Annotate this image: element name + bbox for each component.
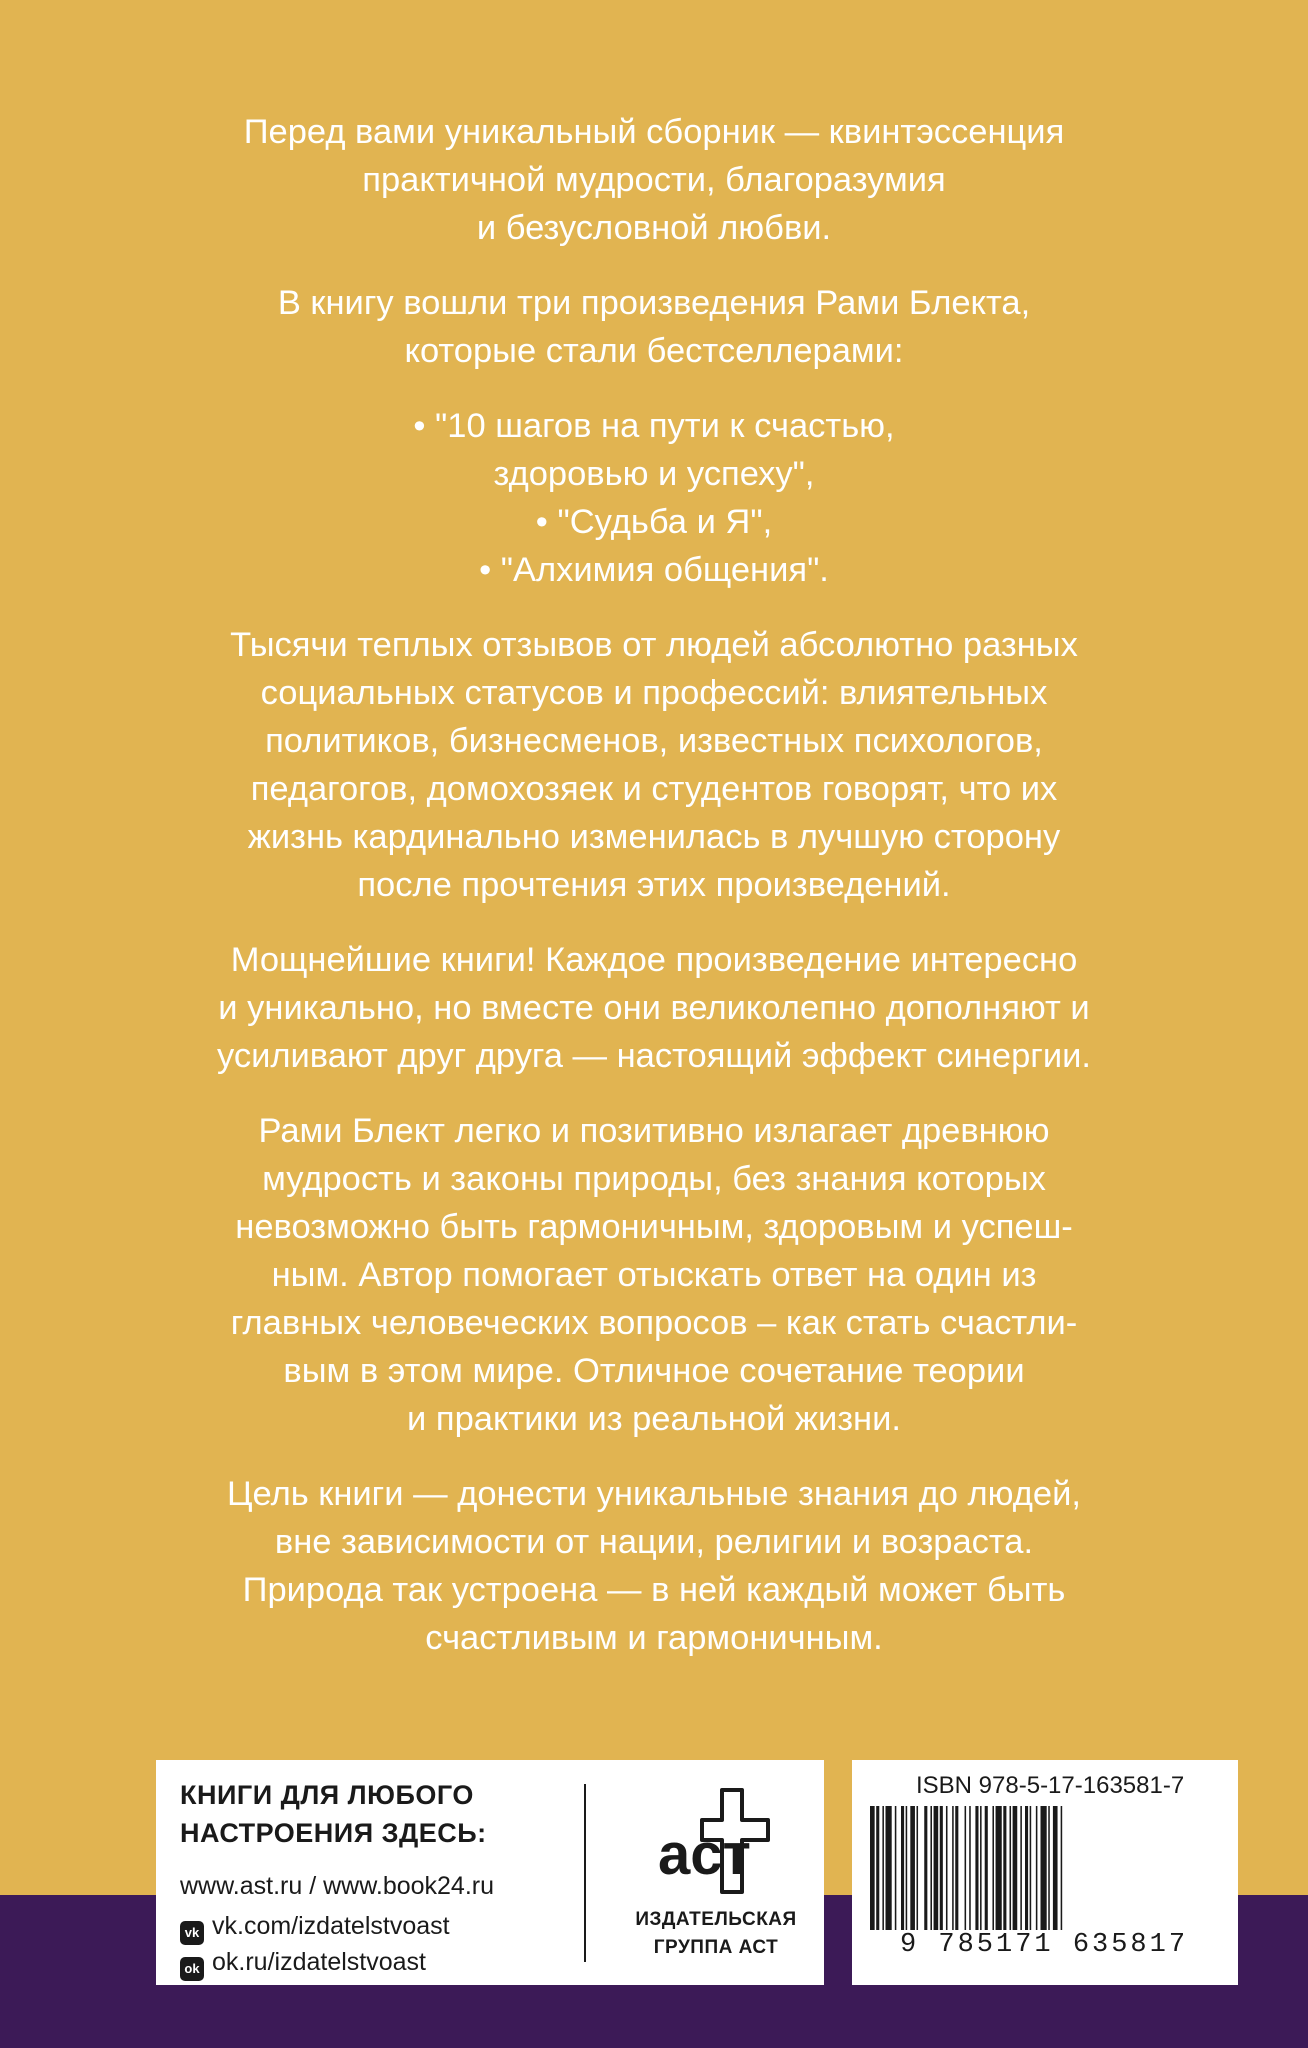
ok-icon: ok <box>180 1957 204 1981</box>
barcode-bar <box>1061 1806 1063 1930</box>
publisher-caption-line: ИЗДАТЕЛЬСКАЯ <box>635 1909 797 1930</box>
barcode-bar <box>992 1806 994 1930</box>
barcode-bar <box>955 1806 958 1930</box>
promo-title-line: КНИГИ ДЛЯ ЛЮБОГО <box>180 1780 474 1810</box>
description-line: и безусловной любви. <box>476 209 832 247</box>
description-line: Рами Блект легко и позитивно излагает древнюю <box>258 1112 1050 1150</box>
description-line: педагогов, домохозяек и студентов говорят, что их <box>250 770 1058 808</box>
barcode-bar <box>1053 1806 1058 1930</box>
publisher-caption <box>626 1906 806 1962</box>
promo-title <box>180 1776 487 1852</box>
description-paragraph <box>150 279 1158 375</box>
promo-title-line: НАСТРОЕНИЯ ЗДЕСЬ: <box>180 1818 487 1848</box>
barcode-bar <box>1048 1806 1050 1930</box>
description-line: Цель книги — донести уникальные знания до людей, <box>227 1475 1081 1513</box>
barcode-bar <box>870 1806 875 1930</box>
barcode-bar <box>1025 1806 1028 1930</box>
barcode-digits: 9 785171 635817 <box>900 1930 1189 1960</box>
barcode-bar <box>1020 1806 1022 1930</box>
barcode-bar <box>906 1806 908 1930</box>
description-line: • "Судьба и Я", <box>535 503 773 541</box>
barcode-bar <box>1003 1806 1006 1930</box>
barcode-bar <box>924 1806 927 1930</box>
description-line: Тысячи теплых отзывов от людей абсолютно разных <box>230 626 1078 664</box>
vk-icon: vk <box>180 1921 204 1945</box>
isbn-label: ISBN 978-5-17-163581-7 <box>916 1772 1185 1799</box>
websites-link[interactable]: www.ast.ru / www.book24.ru <box>180 1872 495 1900</box>
barcode-bar <box>1041 1806 1047 1930</box>
barcode-bar <box>930 1806 932 1930</box>
barcode-bar <box>895 1806 897 1930</box>
barcode-bar <box>886 1806 892 1930</box>
barcode-bar <box>996 1806 1002 1930</box>
barcode-bar <box>910 1806 915 1930</box>
barcode-bar <box>1010 1806 1012 1930</box>
barcode-bar <box>1036 1806 1038 1930</box>
barcode-bar <box>1030 1806 1032 1930</box>
barcode-bar <box>934 1806 939 1930</box>
description-line: Мощнейшие книги! Каждое произведение интересно <box>230 941 1078 979</box>
description-line: жизнь кардинально изменилась в лучшую сторону <box>247 818 1061 856</box>
description-line: В книгу вошли три произведения Рами Блекта, <box>277 284 1031 322</box>
description-paragraph <box>150 1107 1158 1443</box>
barcode-bar <box>975 1806 978 1930</box>
barcode-bar <box>946 1806 948 1930</box>
barcode-bar <box>940 1806 943 1930</box>
description-paragraph <box>150 936 1158 1080</box>
back-cover-description <box>150 108 1158 1689</box>
vk-link-text: vk.com/izdatelstvoast <box>212 1912 450 1940</box>
barcode-bar <box>882 1806 884 1930</box>
barcode-bar <box>876 1806 879 1930</box>
barcode-bar <box>901 1806 904 1930</box>
barcode-bar <box>917 1806 919 1930</box>
description-paragraph <box>150 108 1158 252</box>
description-line: мудрость и законы природы, без знания которых <box>262 1160 1046 1198</box>
description-line: и уникально, но вместе они великолепно дополняют и <box>218 989 1090 1027</box>
description-line: ным. Автор помогает отыскать ответ на один из <box>271 1256 1037 1294</box>
description-paragraph <box>150 1470 1158 1662</box>
description-line: социальных статусов и профессий: влиятельных <box>260 674 1048 712</box>
description-line: после прочтения этих произведений. <box>357 866 951 904</box>
panel-divider <box>584 1784 586 1962</box>
barcode-panel <box>852 1760 1238 1985</box>
logo-text: аст <box>658 1822 751 1887</box>
vk-link[interactable] <box>180 1912 450 1945</box>
publisher-promo-panel <box>156 1760 824 1985</box>
description-line: здоровью и успеху", <box>493 455 815 493</box>
ok-link-text: ok.ru/izdatelstvoast <box>212 1948 426 1976</box>
description-line: невозможно быть гармоничным, здоровым и успеш- <box>235 1208 1073 1246</box>
description-line: вым в этом мире. Отличное сочетание теории <box>283 1352 1025 1390</box>
barcode-icon <box>870 1806 1220 1930</box>
description-line: главных человеческих вопросов – как стать счастли- <box>230 1304 1078 1342</box>
description-line: • "10 шагов на пути к счастью, <box>413 407 895 445</box>
description-line: политиков, бизнесменов, известных психологов, <box>265 722 1043 760</box>
description-line: вне зависимости от нации, религии и возраста. <box>274 1523 1034 1561</box>
description-line: Природа так устроена — в ней каждый может быть <box>242 1571 1066 1609</box>
description-paragraph <box>150 402 1158 594</box>
barcode-bar <box>965 1806 967 1930</box>
description-paragraph <box>150 621 1158 909</box>
description-line: которые стали бестселлерами: <box>404 332 904 370</box>
barcode-bar <box>980 1806 982 1930</box>
description-line: • "Алхимия общения". <box>479 551 829 589</box>
ast-logo-icon <box>652 1782 780 1902</box>
ast-publisher-logo <box>626 1782 806 1982</box>
description-line: и практики из реальной жизни. <box>407 1400 901 1438</box>
barcode-bar <box>969 1806 971 1930</box>
description-line: Перед вами уникальный сборник — квинтэссенция <box>243 113 1065 151</box>
barcode-bar <box>952 1806 954 1930</box>
description-line: практичной мудрости, благоразумия <box>362 161 946 199</box>
description-line: усиливают друг друга — настоящий эффект синергии. <box>216 1037 1091 1075</box>
ok-link[interactable] <box>180 1948 426 1981</box>
barcode-bar <box>1013 1806 1018 1930</box>
description-line: счастливым и гармоничным. <box>425 1619 883 1657</box>
publisher-caption-line: ГРУППА АСТ <box>653 1937 779 1958</box>
barcode-bar <box>985 1806 988 1930</box>
